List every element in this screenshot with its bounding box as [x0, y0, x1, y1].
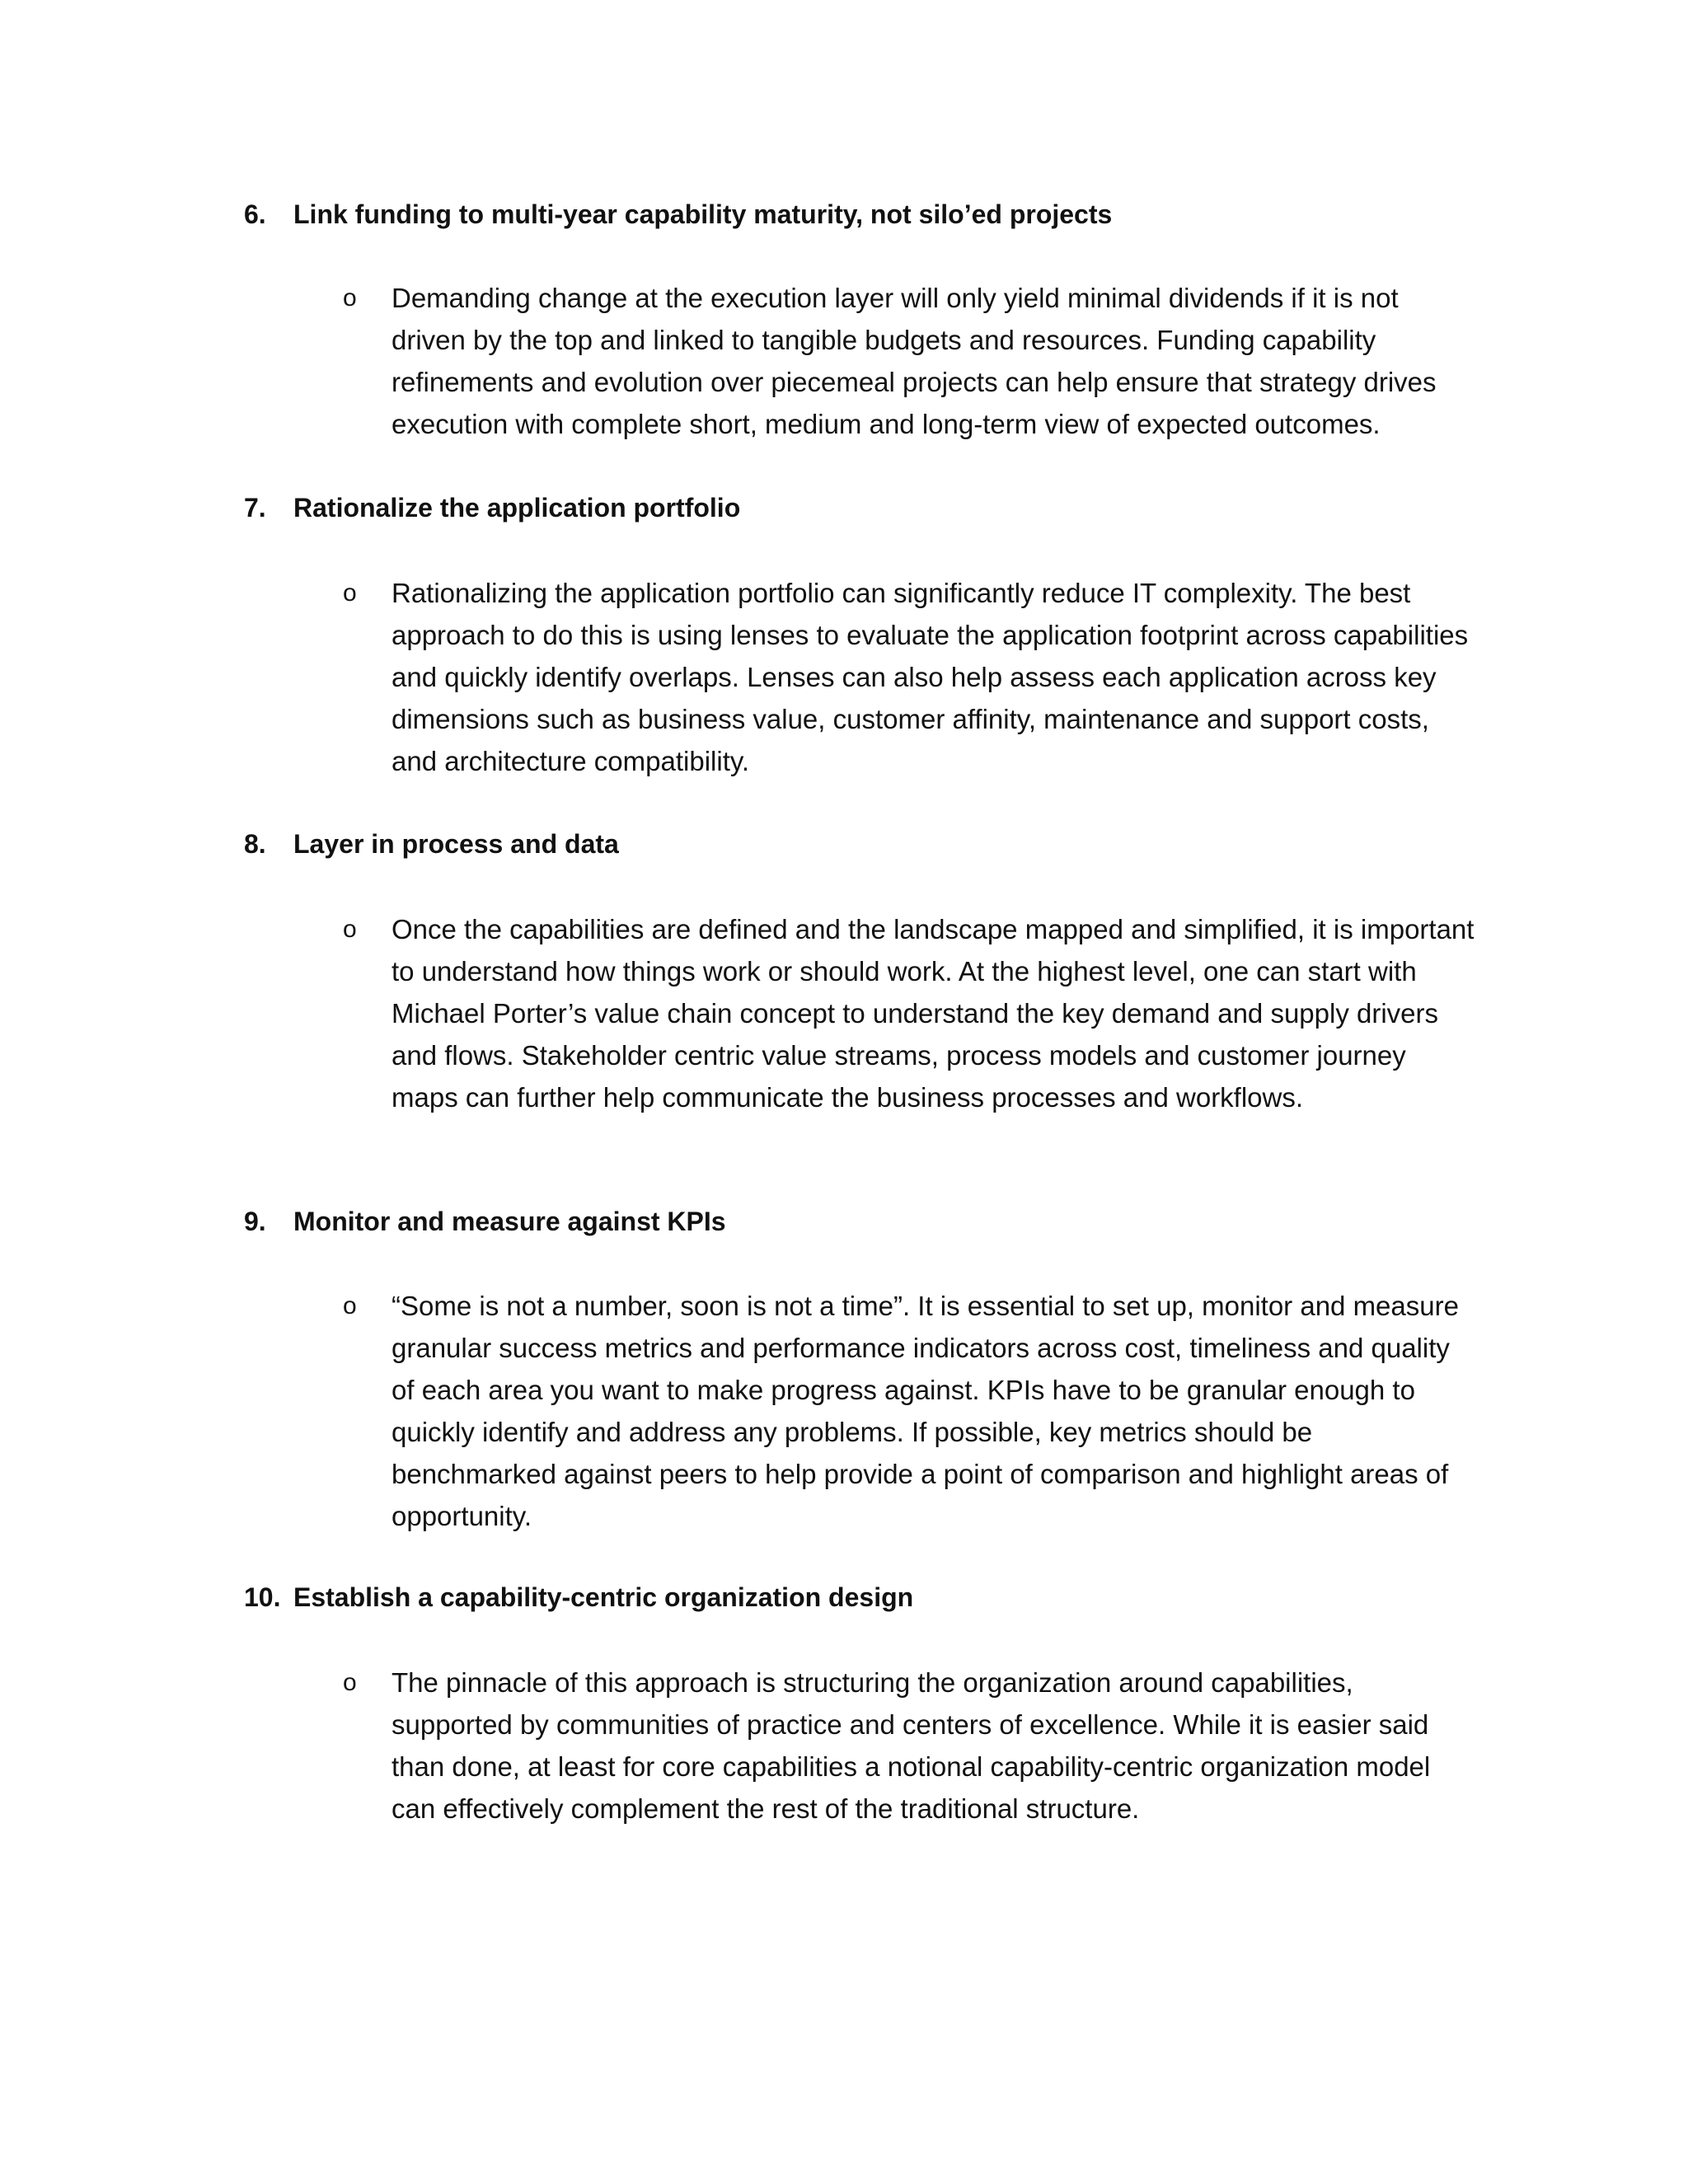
bullet-circle-icon: o: [343, 579, 357, 607]
section-heading: [244, 1202, 726, 1241]
section-heading: [244, 194, 1112, 234]
section-title: Layer in process and data: [293, 829, 619, 859]
bullet-circle-icon: o: [343, 284, 357, 312]
section-title: Rationalize the application portfolio: [293, 493, 741, 523]
section-title: Monitor and measure against KPIs: [293, 1207, 726, 1236]
section-body: The pinnacle of this approach is structuring the organization around capabilities, supported by communities of practice and centers of excellence. While it is easier said than done, at least for core capabilities a notional capability-centric organization model can effectively complement the rest of the traditional structure.: [392, 1667, 1431, 1824]
section-number: 9.: [244, 1207, 266, 1236]
section-title: Establish a capability-centric organization design: [293, 1582, 914, 1612]
section-body: “Some is not a number, soon is not a time”. It is essential to set up, monitor and measure granular success metrics and performance indicators across cost, timeliness and quality of each area you want to make progress against. KPIs have to be granular enough to quickly identify and address any problems. If possible, key metrics should be benchmarked against peers to help provide a point of comparison and highlight areas of opportunity.: [392, 1291, 1459, 1531]
section-body: Once the capabilities are defined and the landscape mapped and simplified, it is important to understand how things work or should work. At the highest level, one can start with Michael Porter’s value chain concept to understand the key demand and supply drivers and flows. Stakeholder centric value streams, process models and customer journey maps can further help communicate the business processes and workflows.: [392, 914, 1475, 1113]
bullet-circle-icon: o: [343, 916, 357, 943]
section-number: 8.: [244, 829, 266, 859]
section-heading: [244, 824, 619, 864]
section-heading: [244, 488, 740, 527]
section-heading: [244, 1577, 913, 1617]
section-number: 6.: [244, 199, 266, 229]
section-title: Link funding to multi-year capability maturity, not silo’ed projects: [293, 199, 1113, 229]
section-number: 7.: [244, 493, 266, 523]
section-body: Demanding change at the execution layer will only yield minimal dividends if it is not driven by the top and linked to tangible budgets and resources. Funding capability refinements and evolution over piecemeal projects can help ensure that strategy drives execution with complete short, medium and long-term view of expected outcomes.: [392, 283, 1437, 439]
section-number: 10.: [244, 1582, 281, 1612]
section-body: Rationalizing the application portfolio can significantly reduce IT complexity. The best approach to do this is using lenses to evaluate the application footprint across capabilities and quickly identify overlaps. Lenses can also help assess each application across key dimensions such as business value, customer affinity, maintenance and support costs, and architecture compatibility.: [392, 578, 1469, 776]
bullet-circle-icon: o: [343, 1292, 357, 1319]
bullet-circle-icon: o: [343, 1669, 357, 1696]
